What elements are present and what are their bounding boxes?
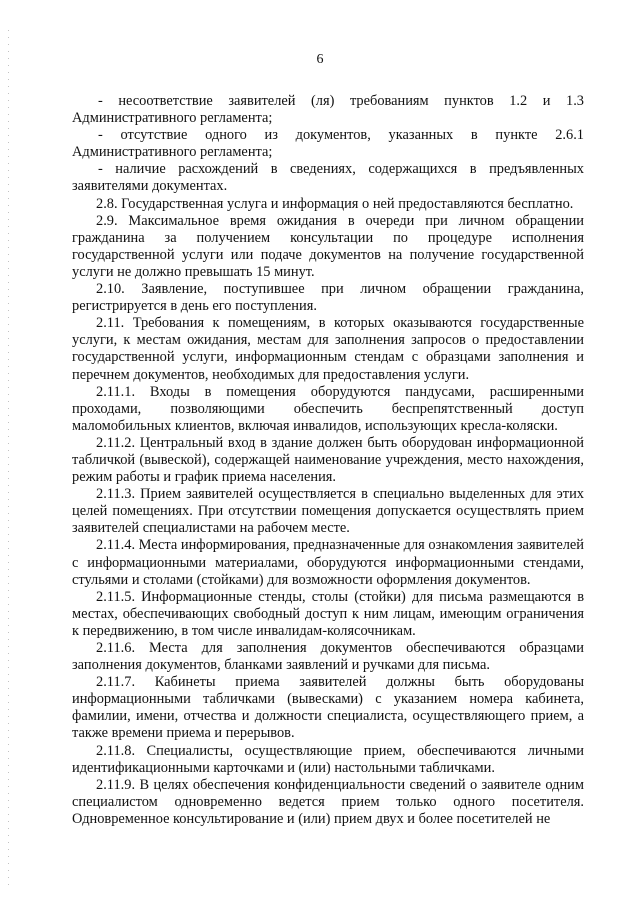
page-number: 6 [316,52,324,67]
paragraph: - несоответствие заявителей (ля) требованиям пунктов 1.2 и 1.3 Административного регламента; [72,93,584,127]
paragraph: 2.11.8. Специалисты, осуществляющие прием, обеспечиваются личными идентификационными карточками и (или) настольными табличками. [72,742,584,776]
paragraph: 2.11.4. Места информирования, предназначенные для ознакомления заявителей с информационными материалами, оборудуются информационными стендами, стульями и столами (стойками) для возможности оформления документов. [72,537,584,588]
paragraph: 2.11.6. Места для заполнения документов обеспечиваются образцами заполнения документов, бланками заявлений и ручками для письма. [72,640,584,674]
paragraph: - наличие расхождений в сведениях, содержащихся в предъявленных заявителями документах. [72,161,584,195]
scan-edge-marks [8,30,9,890]
paragraph: 2.9. Максимальное время ожидания в очереди при личном обращении гражданина за получением консультации по процедуре исполнения государственной услуги или подаче документов на получение государственной услуги не должно превышать 15 минут. [72,212,584,280]
paragraph: 2.11.5. Информационные стенды, столы (стойки) для письма размещаются в местах, обеспечивающих свободный доступ к ним лицам, имеющим ограничения к передвижению, в том числе инвалидам-колясочникам. [72,588,584,639]
paragraph: 2.10. Заявление, поступившее при личном обращении гражданина, регистрируется в день его поступления. [72,281,584,315]
paragraph: - отсутствие одного из документов, указанных в пункте 2.6.1 Административного регламента; [72,127,584,161]
paragraph: 2.11.9. В целях обеспечения конфиденциальности сведений о заявителе одним специалистом одновременно ведется прием только одного посетителя. Одновременное консультирование и (или) прием двух и более посетителей не [72,776,584,827]
paragraph: 2.11.7. Кабинеты приема заявителей должны быть оборудованы информационными табличками (вывесками) с указанием номера кабинета, фамилии, имени, отчества и должности специалиста, осуществляющего прием, а также времени приема и перерывов. [72,674,584,742]
paragraph: 2.11. Требования к помещениям, в которых оказываются государственные услуги, к местам ожидания, местам для заполнения запросов о предоставлении государственной услуги, информационным стендам с образцами заполнения и перечнем документов, необходимых для предоставления услуги. [72,315,584,383]
paragraph: 2.11.3. Прием заявителей осуществляется в специально выделенных для этих целей помещениях. При отсутствии помещения допускается осуществлять прием заявителей специалистами на рабочем месте. [72,486,584,537]
paragraph: 2.11.1. Входы в помещения оборудуются пандусами, расширенными проходами, позволяющими обеспечить беспрепятственный доступ маломобильных клиентов, включая инвалидов, использующих кресла-коляски. [72,383,584,434]
document-body [72,93,584,828]
paragraph: 2.11.2. Центральный вход в здание должен быть оборудован информационной табличкой (вывеской), содержащей наименование учреждения, место нахождения, режим работы и график приема населения. [72,434,584,486]
paragraph: 2.8. Государственная услуга и информация о ней предоставляются бесплатно. [96,195,574,212]
